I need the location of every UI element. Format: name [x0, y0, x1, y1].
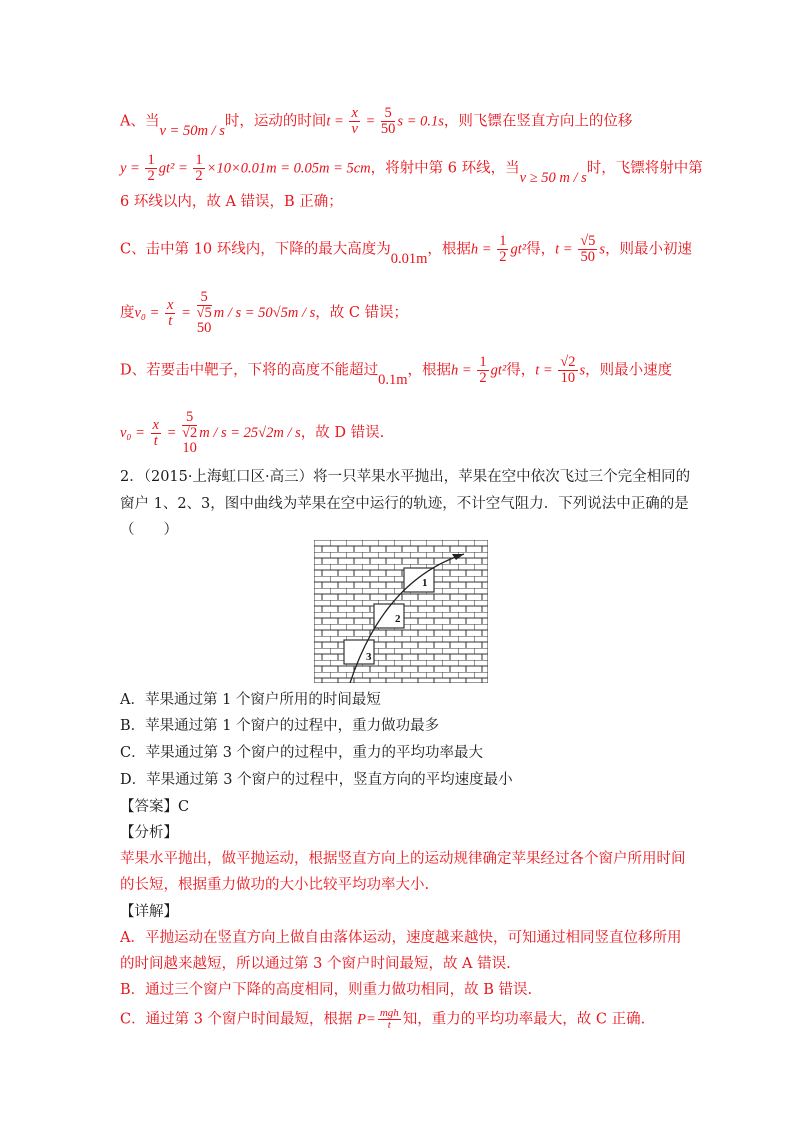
question-stem-line1: 2．（2015·上海虹口区·高三）将一只苹果水平抛出，苹果在空中依次飞过三个完全相同的: [120, 469, 691, 485]
detail-a-line1: A．平抛运动在竖直方向上做自由落体运动，速度越来越快，可知通过相同竖直位移所用: [120, 930, 682, 946]
solution-line-d2: v₀ = $\frac{x}{t}$ = 5 √2 10 m / s = 25√2m / s，故 D 错误.: [120, 409, 385, 456]
solution-line-a2: y = $\frac{1}{2}$ gt² = $\frac{1}{2}$ ×10×0.01m = 0.05m = 5cm，将射中第 6 环线，当v ≥ 50 m / s时，飞镖将射中第: [120, 152, 703, 186]
window-label-2: 2: [395, 613, 401, 625]
option-b: B．苹果通过第 1 个窗户的过程中，重力做功最多: [120, 718, 440, 734]
solution-line-c1: C、击中第 10 环线内，下降的最大高度为0.01m，根据h = $\frac{1}{2}$ gt²得，t = $\frac{√5}{50}$ s，则最小初速: [120, 233, 693, 267]
answer-label: 【答案】C: [120, 799, 190, 815]
analysis-line1: 苹果水平抛出，做平抛运动，根据竖直方向上的运动规律确定苹果经过各个窗户所用时间: [120, 851, 686, 867]
solution-line-a3: 6 环线以内，故 A 错误，B 正确；: [120, 194, 343, 210]
solution-line-d1: D、若要击中靶子，下将的高度不能超过0.1m，根据h = $\frac{1}{2}$ gt²得，t = $\frac{√2}{10}$ s，则最小速度: [120, 354, 673, 388]
solution-line-a1: A、当v = 50m / s时，运动的时间t = $\frac{x}{v}$ = $\frac{5}{50}$ s = 0.1s，则飞镖在竖直方向上的位移: [120, 105, 633, 139]
option-d: D．苹果通过第 3 个窗户的过程中，竖直方向的平均速度最小: [120, 772, 513, 788]
option-c: C．苹果通过第 3 个窗户的过程中，重力的平均功率最大: [120, 745, 484, 761]
analysis-label: 【分析】: [120, 825, 178, 841]
detail-label: 【详解】: [120, 904, 178, 920]
question-stem-line3: （ ）: [120, 522, 178, 538]
detail-a-line2: 的时间越来越短，所以通过第 3 个窗户时间最短，故 A 错误.: [120, 956, 511, 972]
window-label-3: 3: [366, 651, 372, 663]
detail-c: C．通过第 3 个窗户时间最短，根据 P= $\frac{\text{mgh}}{t}$ 知，重力的平均功率最大，故 C 正确.: [120, 1007, 646, 1031]
question-stem-line2: 窗户 1、2、3，图中曲线为苹果在空中运行的轨迹，不计空气阻力．下列说法中正确的是: [120, 496, 689, 512]
detail-b: B．通过三个窗户下降的高度相同，则重力做功相同，故 B 错误.: [120, 982, 533, 998]
brick-wall-figure: [314, 540, 488, 683]
analysis-line2: 的长短，根据重力做功的大小比较平均功率大小.: [120, 877, 430, 893]
solution-line-c2: 度v₀ = $\frac{x}{t}$ = 5 √5 50 m / s = 50√5m / s，故 C 错误；: [120, 289, 409, 336]
window-1: [404, 568, 434, 592]
window-label-1: 1: [422, 577, 428, 589]
option-a: A．苹果通过第 1 个窗户所用的时间最短: [120, 692, 381, 708]
